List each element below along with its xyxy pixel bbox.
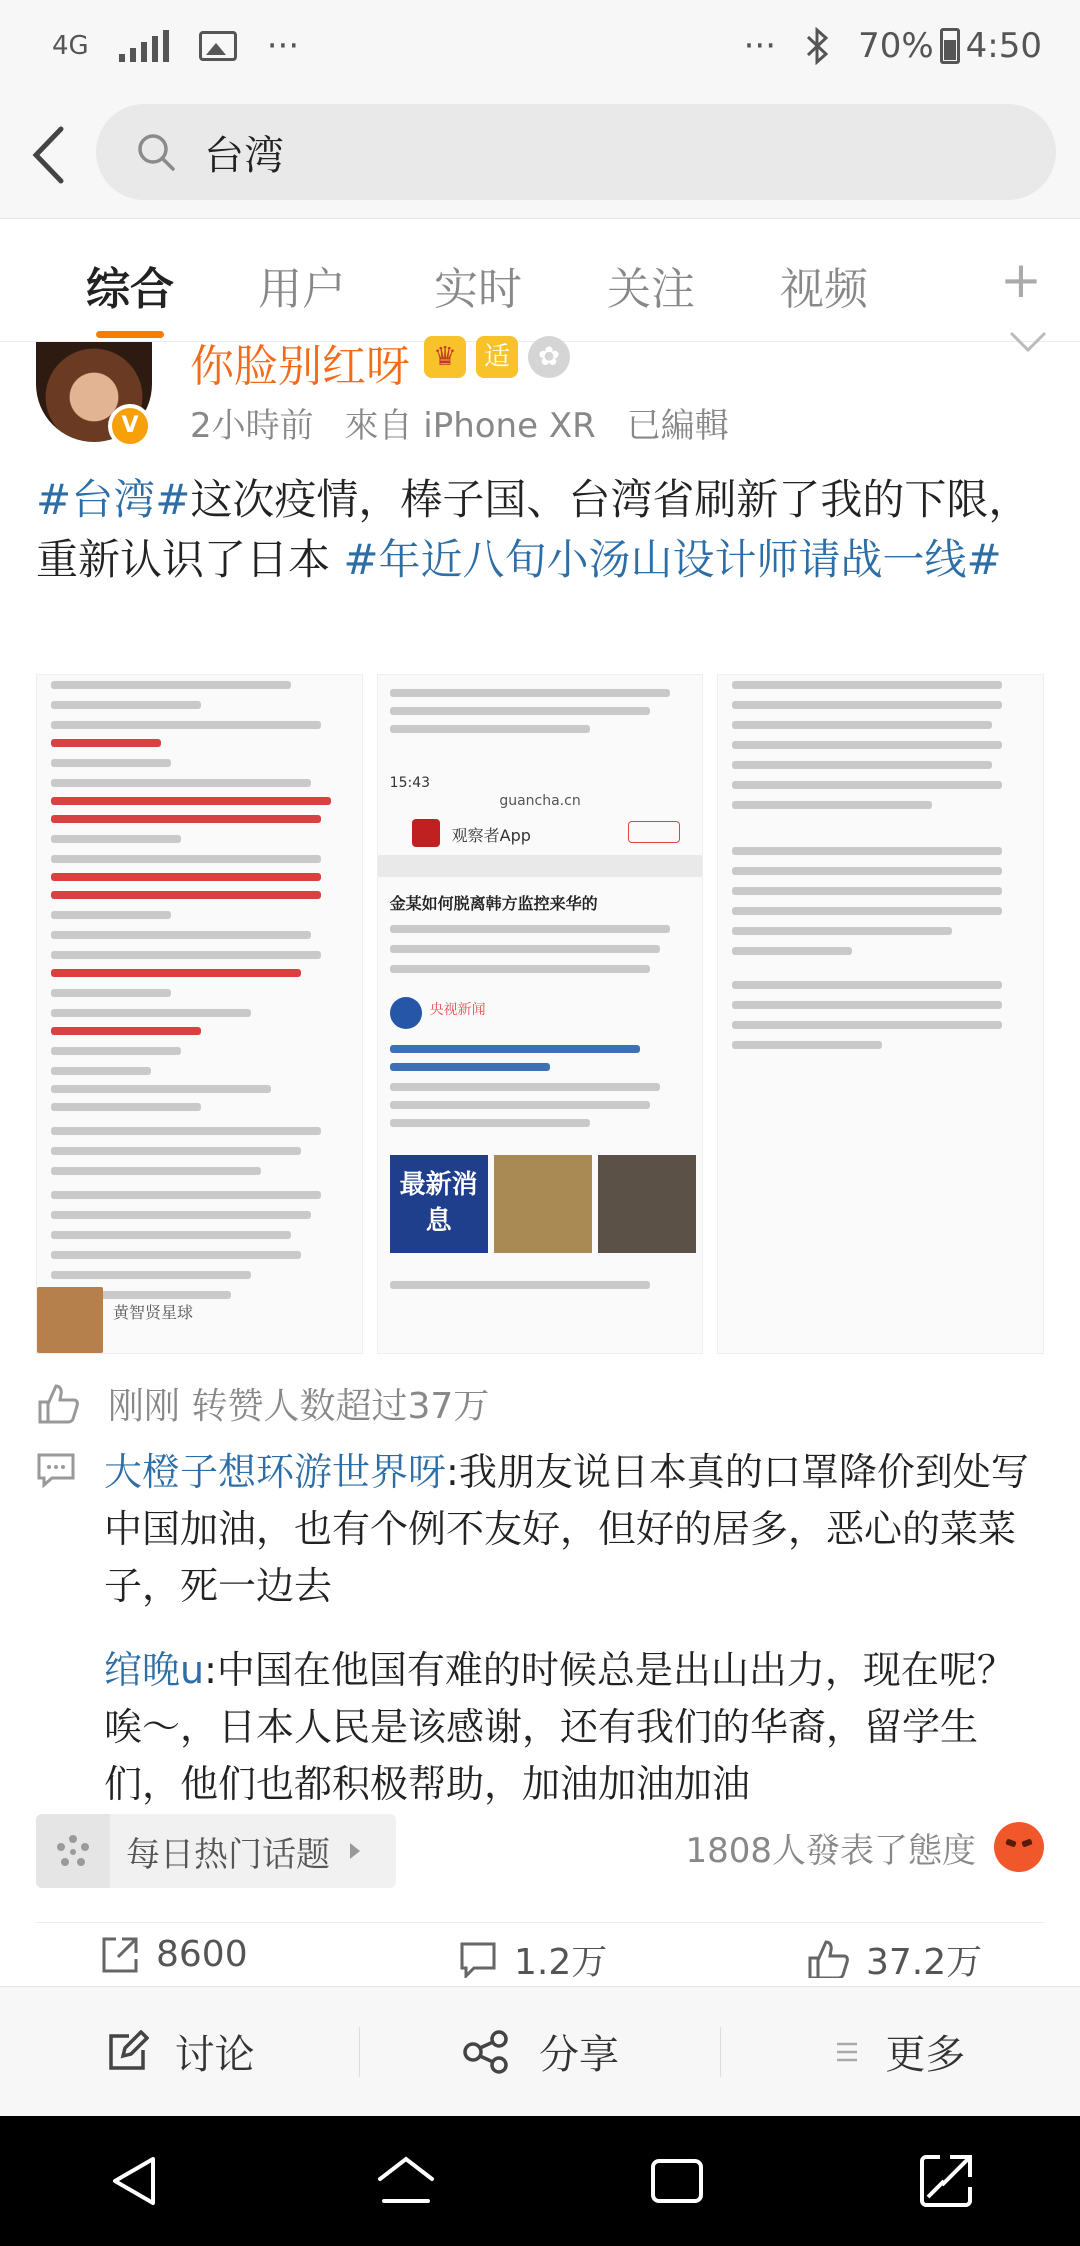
topic-sparkle-icon (53, 1831, 93, 1871)
gallery-notification-icon (199, 31, 237, 61)
search-query: 台湾 (204, 132, 284, 179)
tab-realtime[interactable]: 实时 (434, 264, 522, 315)
comment-item[interactable] (104, 1444, 1044, 1615)
back-button[interactable] (0, 92, 96, 218)
daily-hot-topic-chip[interactable] (36, 1814, 396, 1888)
comment-count: 1.2万 (514, 1942, 608, 1978)
comment-item[interactable] (104, 1642, 1044, 1813)
post-image-1[interactable] (36, 674, 363, 1354)
attitude-summary[interactable] (685, 1822, 1044, 1872)
tab-users[interactable]: 用户 (258, 264, 346, 315)
comment-user[interactable]: 大橙子想环游世界呀 (104, 1450, 447, 1494)
post-image-3[interactable] (717, 674, 1044, 1354)
repost-count: 8600 (156, 1934, 248, 1975)
comment-text: :中国在他国有难的时候总是出山出力，现在呢？唉～，日本人民是该感谢，还有我们的华裔，留学生们，他们也都积极帮助，加油加油加油 (104, 1648, 1015, 1806)
comment-text: :我朋友说日本真的口罩降价到处写中国加油，也有个例不友好，但好的居多，恶心的菜菜子，死一边去 (104, 1450, 1029, 1608)
bottom-action-bar (0, 1986, 1080, 2116)
share-label: 分享 (538, 2032, 619, 2078)
gray-badge-icon[interactable]: ✿ (528, 336, 570, 378)
divider (36, 1922, 1044, 1923)
add-tab-button[interactable]: + (1000, 251, 1042, 309)
post-image-2[interactable] (377, 674, 704, 1354)
post-content (36, 470, 1046, 590)
topic-label: 每日热门话题 (126, 1834, 330, 1875)
like-icon (806, 1938, 850, 1979)
signal-icon (119, 30, 169, 62)
more-notifications-icon: ··· (266, 26, 300, 66)
discuss-button[interactable] (0, 2023, 359, 2080)
user-badges (424, 336, 570, 378)
active-tab-indicator (96, 331, 164, 338)
thumb-up-outline-icon (36, 1382, 80, 1426)
member-crown-icon[interactable]: ♛ (424, 336, 466, 378)
menu-lines-icon (835, 2041, 859, 2063)
bluetooth-icon (806, 27, 828, 65)
nav-back-icon[interactable] (105, 2151, 165, 2211)
image-news-badge: 最新消息 (390, 1155, 488, 1253)
tab-comprehensive[interactable]: 综合 (86, 264, 174, 315)
clock: 4:50 (965, 26, 1042, 66)
share-button[interactable] (360, 2023, 719, 2080)
repost-note (36, 1378, 489, 1429)
like-count-button[interactable] (806, 1934, 982, 1978)
image-url: guancha.cn (499, 793, 581, 809)
tab-video[interactable]: 视频 (780, 264, 868, 315)
chevron-right-icon (350, 1843, 360, 1859)
share-icon (461, 2030, 513, 2074)
image-news-source: 央视新闻 (429, 1002, 486, 1018)
image-headline: 金某如何脱离韩方监控来华的 (389, 894, 598, 913)
nav-recents-icon[interactable] (647, 2151, 707, 2211)
search-header (0, 92, 1080, 218)
search-input[interactable] (96, 104, 1056, 200)
image-app-name: 观察者App (451, 826, 531, 845)
post-edited: 已編輯 (626, 406, 729, 446)
attitude-text: 1808人發表了態度 (685, 1830, 976, 1871)
comment-bubble-icon (36, 1452, 76, 1488)
more-label: 更多 (885, 2032, 966, 2078)
image-caption: 黄智贤星球 (113, 1303, 194, 1322)
comment-icon (458, 1940, 498, 1979)
verified-badge-icon: V (108, 404, 152, 448)
hashtag-taiwan[interactable]: #台湾# (36, 475, 191, 524)
image-statusbar-time: 15:43 (389, 775, 431, 791)
post-image-grid (36, 674, 1044, 1354)
comment-user[interactable]: 绾晚u (104, 1648, 205, 1692)
topic-row (36, 1814, 1044, 1888)
nav-home-icon[interactable] (374, 2151, 438, 2211)
tab-following[interactable]: 关注 (607, 264, 695, 315)
post-menu-chevron-icon[interactable] (1008, 330, 1048, 354)
more-status-icon: ··· (743, 26, 777, 66)
back-arrow-icon (31, 126, 65, 184)
post-stats (0, 1928, 1080, 1978)
network-indicator: 4G (52, 31, 89, 61)
post-username[interactable]: 你脸别红呀 (190, 341, 410, 392)
search-icon (136, 132, 176, 172)
repost-note-text: 刚刚 转赞人数超过37万 (108, 1386, 490, 1427)
battery-icon (940, 28, 960, 64)
discuss-label: 讨论 (174, 2032, 255, 2078)
repost-count-button[interactable] (100, 1934, 248, 1975)
level-badge-icon[interactable]: 适 (476, 336, 518, 378)
edit-icon (105, 2030, 149, 2074)
post-source: 來自 iPhone XR (344, 406, 596, 446)
status-bar (0, 0, 1080, 92)
comment-count-button[interactable] (458, 1934, 607, 1978)
post-time: 2小時前 (190, 406, 314, 446)
post-text: 这次疫情，棒子国、台湾省刷新了我的下限，重新认识了日本 (36, 475, 1031, 584)
angry-emoji-icon (994, 1822, 1044, 1872)
hashtag-xiaotangshan[interactable]: #年近八旬小汤山设计师请战一线# (343, 535, 1002, 584)
like-count: 37.2万 (866, 1942, 983, 1978)
repost-icon (100, 1935, 140, 1975)
more-button[interactable] (721, 2023, 1080, 2080)
system-nav-bar (0, 2116, 1080, 2246)
search-tabs (0, 218, 1080, 342)
post-meta (190, 398, 749, 447)
battery-percent: 70% (858, 26, 934, 66)
nav-expand-icon[interactable] (916, 2151, 976, 2211)
